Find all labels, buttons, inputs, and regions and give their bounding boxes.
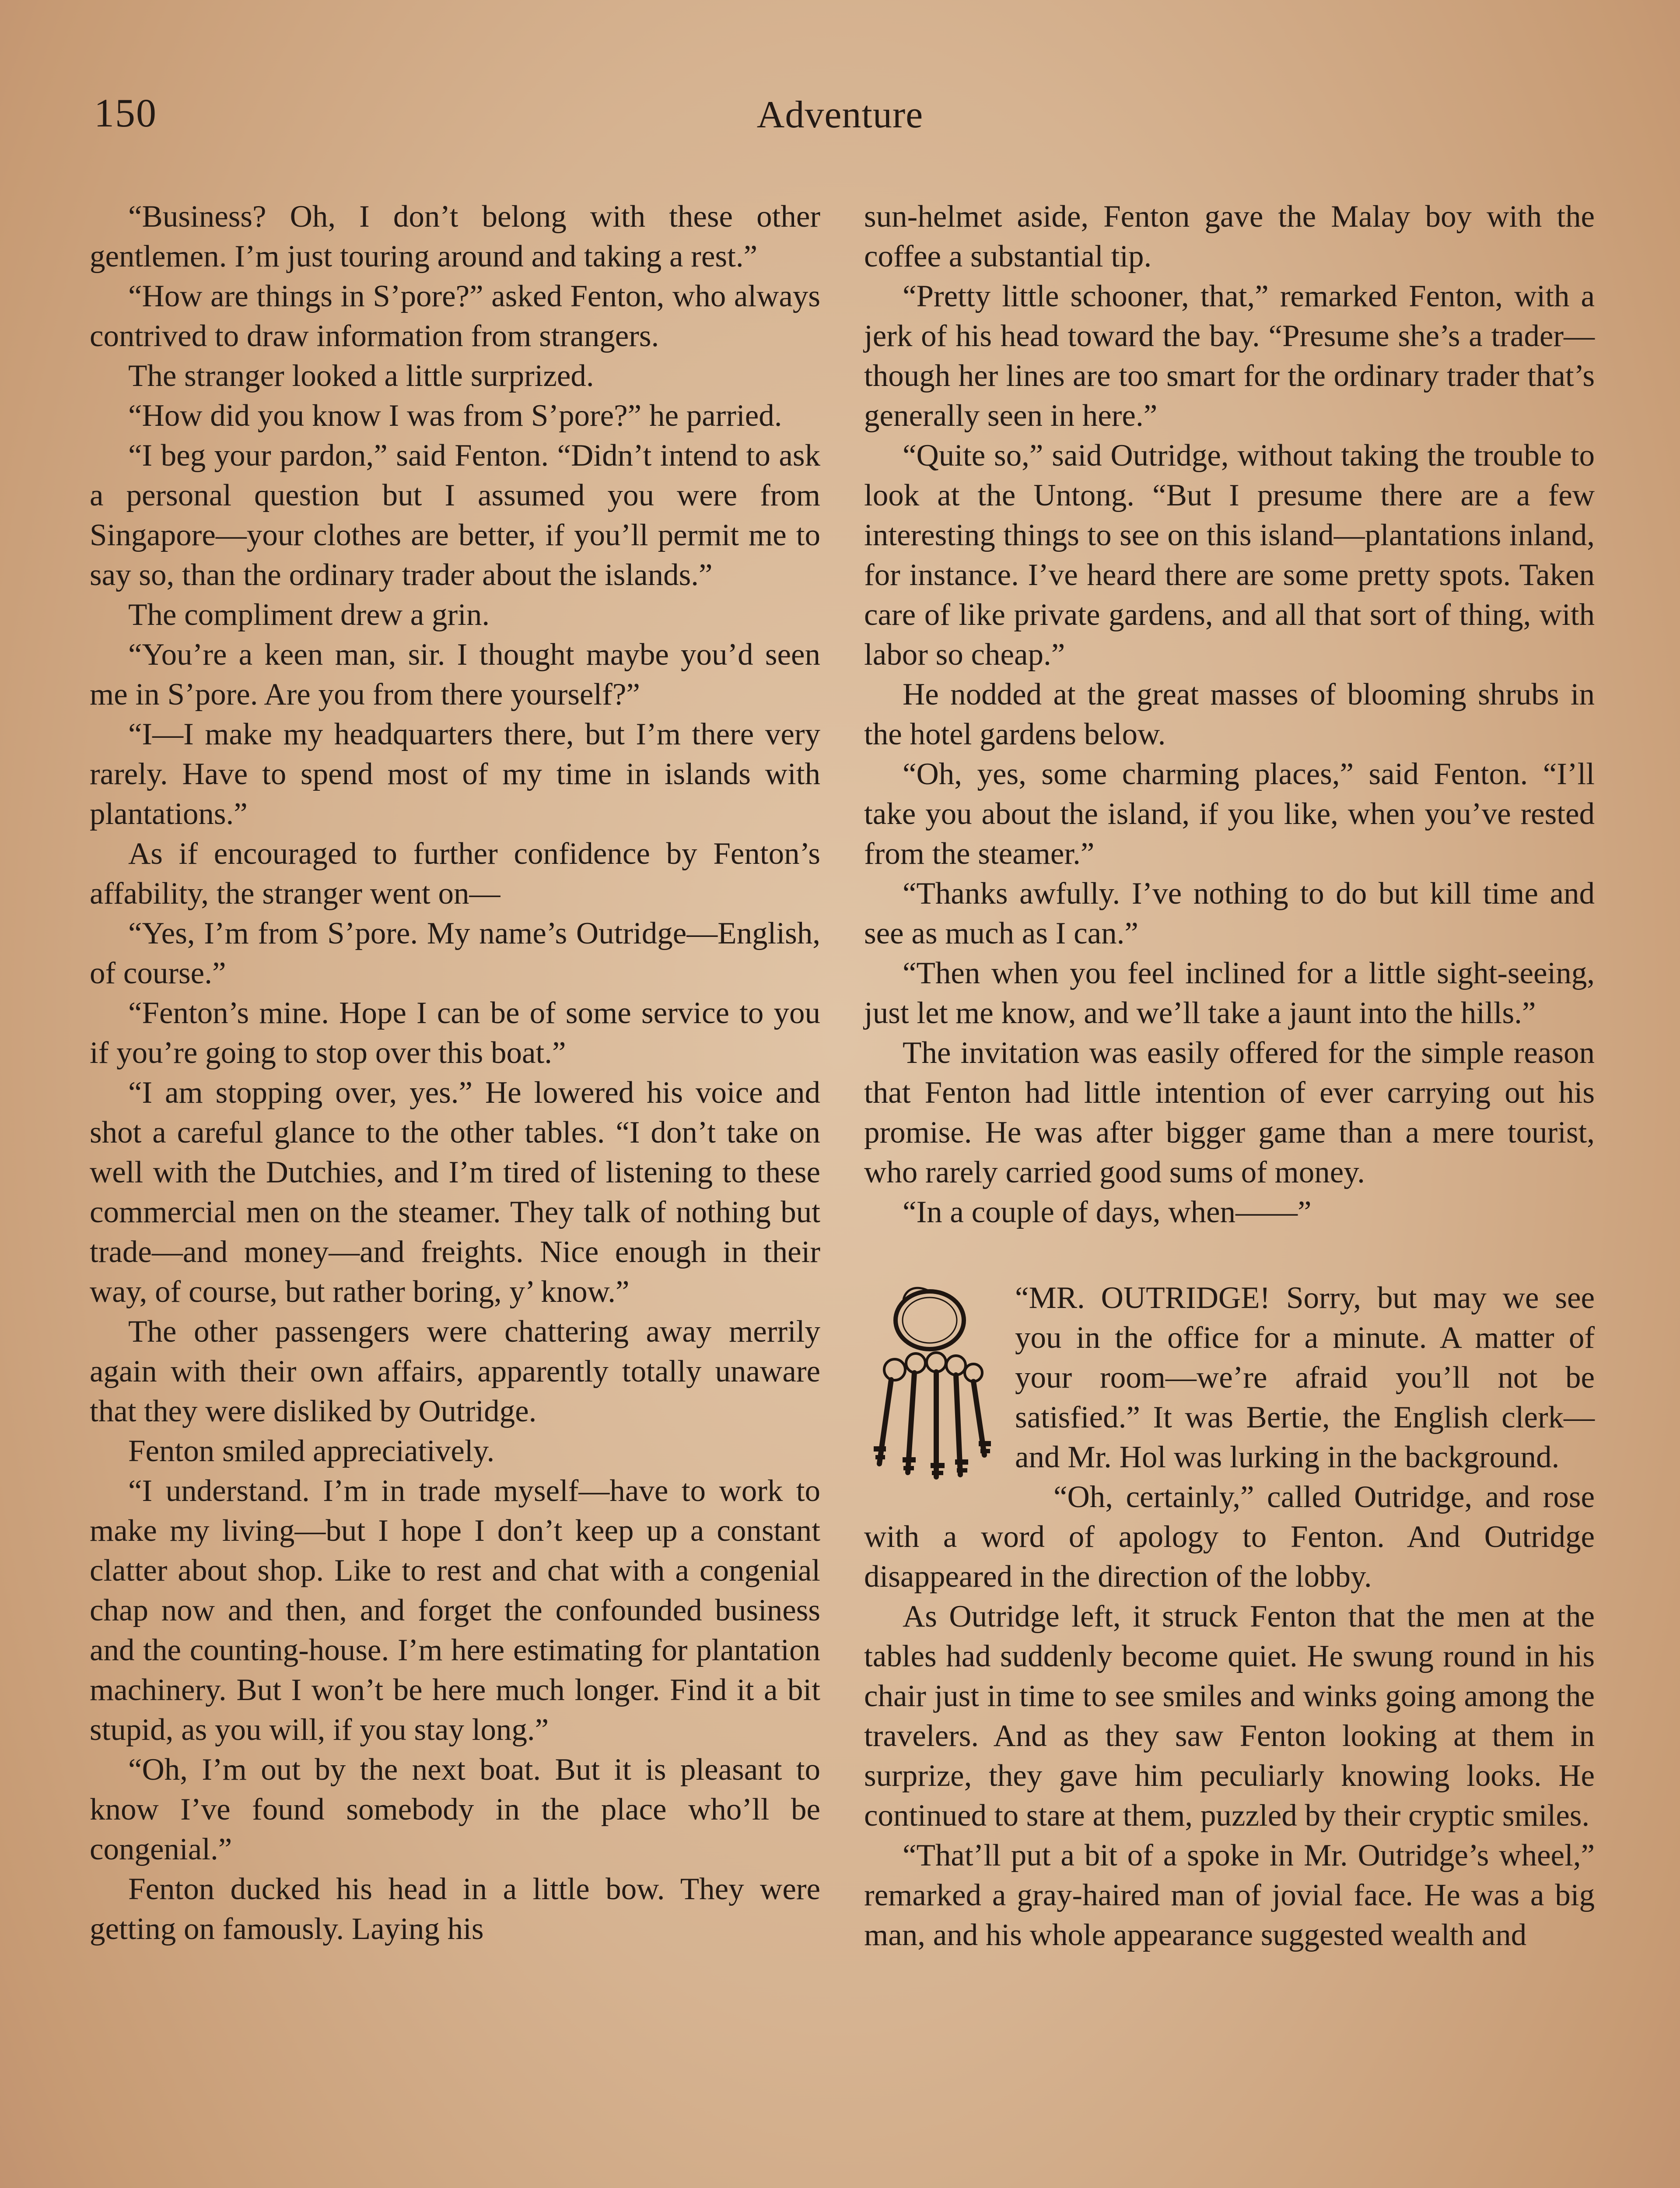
paragraph: “That’ll put a bit of a spoke in Mr. Outridge’s wheel,” remarked a gray-haired man of jovial face. He was a big man, and his whole appearance suggested wealth and — [864, 1838, 1595, 1952]
paragraph: Fenton smiled appreciatively. — [128, 1434, 495, 1468]
paragraph: “Pretty little schooner, that,” remarked Fenton, with a jerk of his head toward the bay. “Presume she’s a trader—though her lines are too smart for the ordinary trader that’s generally seen in here.” — [864, 279, 1595, 433]
section-break — [864, 1232, 1595, 1278]
paragraph: He nodded at the great masses of blooming shrubs in the hotel gardens below. — [864, 677, 1595, 751]
paragraph: “You’re a keen man, sir. I thought maybe you’d seen me in S’pore. Are you from there yourself?” — [90, 638, 820, 712]
key-ring-icon — [864, 1280, 1006, 1486]
paragraph: “MR. OUTRIDGE! Sorry, but may we see you in the office for a minute. A matter of your room—we’re afraid you’ll not be satisfied.” It was Bertie, the English clerk—and Mr. Hol was lurking in the background. — [1015, 1281, 1595, 1474]
paragraph: “In a couple of days, when——” — [903, 1195, 1312, 1229]
left-column — [90, 197, 820, 1949]
paragraph: “Oh, I’m out by the next boat. But it is pleasant to know I’ve found somebody in the place who’ll be congenial.” — [90, 1753, 820, 1866]
running-head-title: Adventure — [756, 94, 924, 136]
paragraph: “I beg your pardon,” said Fenton. “Didn’t intend to ask a personal question but I assumed you were from Singapore—your clothes are better, if you’ll permit me to say so, than the ordinary trader about the islands.” — [90, 438, 820, 592]
right-column — [864, 197, 1595, 1955]
page-number: 150 — [94, 91, 157, 135]
paragraph: As Outridge left, it struck Fenton that the men at the tables had suddenly become quiet. He swung round in his chair just in time to see smiles and winks going among the travelers. And as they saw Fenton looking at them in surprize, they gave him peculiarly knowing looks. He continued to stare at them, puzzled by their cryptic smiles. — [864, 1599, 1595, 1833]
paragraph: “How are things in S’pore?” asked Fenton, who always contrived to draw information from strangers. — [90, 279, 820, 353]
paragraph: “Oh, certainly,” called Outridge, and rose with a word of apology to Fenton. And Outridge disappeared in the direction of the lobby. — [864, 1480, 1595, 1594]
paragraph: The other passengers were chattering away merrily again with their own affairs, apparently totally unaware that they were disliked by Outridge. — [90, 1315, 820, 1428]
paragraph: “I understand. I’m in trade myself—have to work to make my living—but I hope I don’t keep up a constant clatter about shop. Like to rest and chat with a congenial chap now and then, and forget the confounded business and the counting-house. I’m here estimating for plantation machinery. But I won’t be here much longer. Find it a bit stupid, as you will, if you stay long.” — [90, 1474, 820, 1747]
paragraph: “Quite so,” said Outridge, without taking the trouble to look at the Untong. “But I presume there are a few interesting things to see on this island—plantations inland, for instance. I’ve heard there are some pretty spots. Taken care of like private gardens, and all that sort of thing, with labor so cheap.” — [864, 438, 1595, 672]
paragraph: “Fenton’s mine. Hope I can be of some service to you if you’re going to stop over this boat.” — [90, 996, 820, 1070]
paragraph: “Yes, I’m from S’pore. My name’s Outridge—English, of course.” — [90, 916, 820, 990]
paragraph: “Oh, yes, some charming places,” said Fenton. “I’ll take you about the island, if you like, when you’ve rested from the steamer.” — [864, 757, 1595, 871]
paragraph: The stranger looked a little surprized. — [128, 359, 594, 393]
paragraph: Fenton ducked his head in a little bow. They were getting on famously. Laying his — [90, 1872, 820, 1946]
paragraph: “I—I make my headquarters there, but I’m there very rarely. Have to spend most of my time in islands with plantations.” — [90, 717, 820, 831]
paragraph: “Thanks awfully. I’ve nothing to do but kill time and see as much as I can.” — [864, 877, 1595, 950]
paragraph: sun-helmet aside, Fenton gave the Malay boy with the coffee a substantial tip. — [864, 200, 1595, 274]
paragraph: As if encouraged to further confidence by Fenton’s affability, the stranger went on— — [90, 837, 820, 911]
paragraph: The compliment drew a grin. — [128, 598, 490, 632]
paragraph: “Business? Oh, I don’t belong with these other gentlemen. I’m just touring around and taking a rest.” — [90, 200, 820, 274]
paragraph: The invitation was easily offered for the simple reason that Fenton had little intention of ever carrying out his promise. He was after bigger game than a mere tourist, who rarely carried good sums of money. — [864, 1036, 1595, 1189]
paragraph: “How did you know I was from S’pore?” he parried. — [128, 399, 782, 433]
paragraph: “I am stopping over, yes.” He lowered his voice and shot a careful glance to the other tables. “I don’t take on well with the Dutchies, and I’m tired of listening to these commercial men on the steamer. They talk of nothing but trade—and money—and freights. Nice enough in their way, of course, but rather boring, y’ know.” — [90, 1076, 820, 1309]
paragraph: “Then when you feel inclined for a little sight-seeing, just let me know, and we’ll take a jaunt into the hills.” — [864, 956, 1595, 1030]
